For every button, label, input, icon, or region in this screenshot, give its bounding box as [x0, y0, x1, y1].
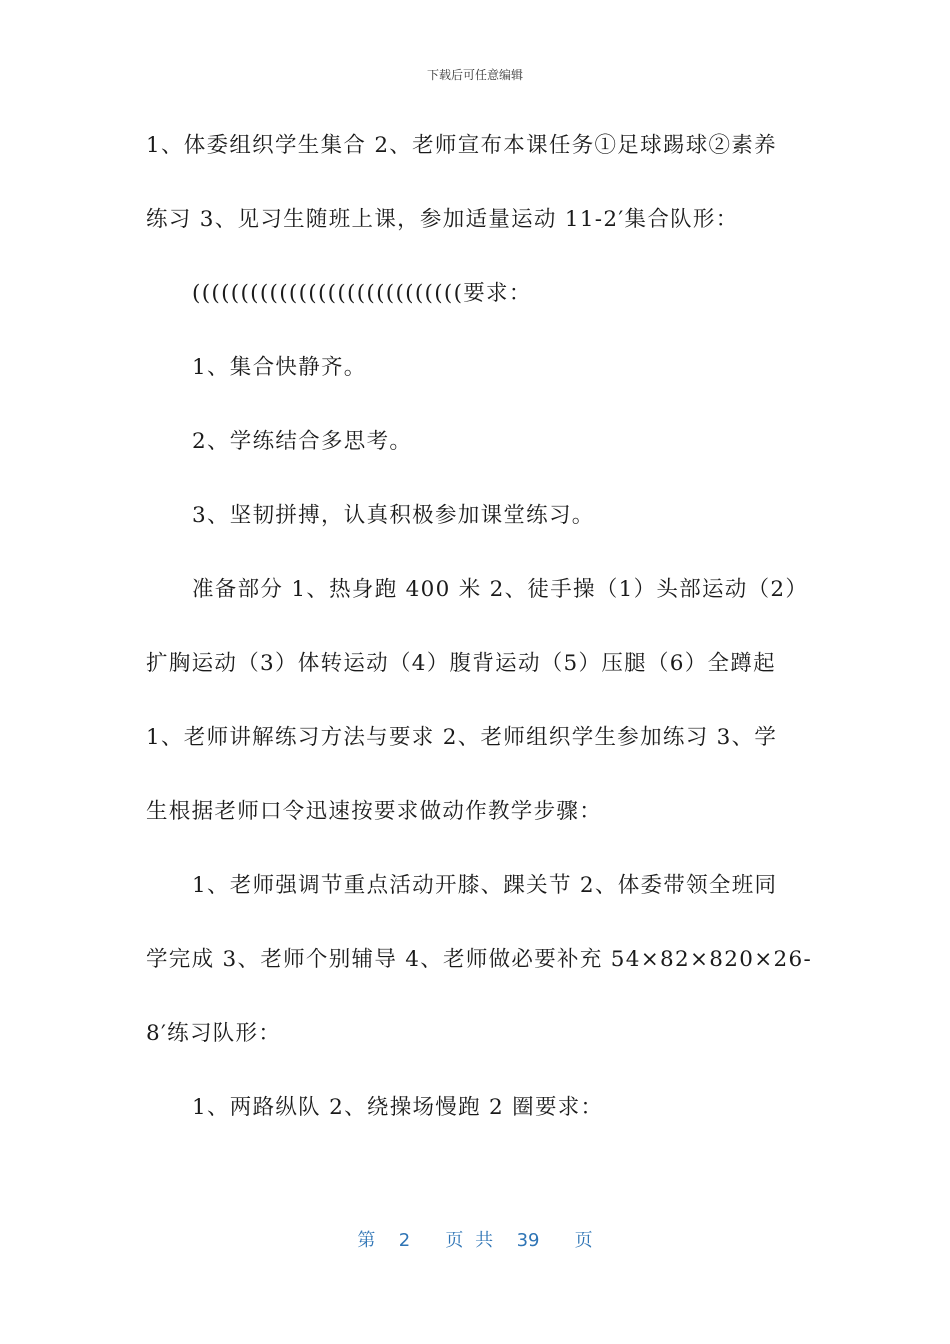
paragraph-line: 扩胸运动（3）体转运动（4）腹背运动（5）压腿（6）全蹲起 [146, 651, 776, 676]
paragraph-line: 1、老师讲解练习方法与要求 2、老师组织学生参加练习 3、学 [146, 725, 778, 750]
paragraph-line: 生根据老师口令迅速按要求做动作教学步骤： [146, 799, 603, 824]
paragraph-line: 1、体委组织学生集合 2、老师宣布本课任务①足球踢球②素养 [146, 133, 777, 158]
paragraph-line: 1、老师强调节重点活动开膝、踝关节 2、体委带领全班同 [192, 873, 778, 898]
paragraph-line: 2、学练结合多思考。 [192, 429, 413, 454]
paragraph-line: 学完成 3、老师个别辅导 4、老师做必要补充 54×82×820×26- [146, 947, 813, 972]
page-footer [0, 1226, 950, 1252]
paragraph-line: 1、集合快静齐。 [192, 355, 367, 380]
paragraph-line: 3、坚韧拼搏，认真积极参加课堂练习。 [192, 503, 595, 528]
paragraph-line: 8′练习队形： [146, 1021, 282, 1046]
page-number: 第 2 页 共 39 页 [357, 1230, 593, 1251]
paragraph-line: 准备部分 1、热身跑 400 米 2、徒手操（1）头部运动（2） [192, 577, 809, 602]
paragraph-line: 练习 3、见习生随班上课，参加适量运动 11-2′集合队形： [146, 207, 739, 232]
page-header: 下载后可任意编辑 [426, 68, 523, 82]
document-body [146, 118, 816, 1154]
paragraph-line: ((((((((((((((((((((((((((((要求： [192, 281, 532, 306]
paragraph-line: 1、两路纵队 2、绕操场慢跑 2 圈要求： [192, 1095, 604, 1120]
